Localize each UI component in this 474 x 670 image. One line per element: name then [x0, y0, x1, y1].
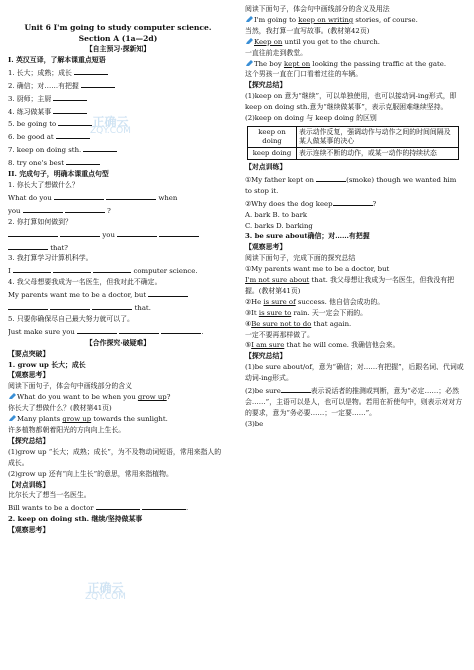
unit-title: Unit 6 I'm going to study computer science.	[24, 23, 212, 32]
part2-heading: II. 完成句子，明确本课重点句型	[8, 170, 109, 179]
answer-blank[interactable]	[142, 501, 186, 510]
sentence-2-blank: you	[8, 228, 228, 241]
answer-blank[interactable]	[74, 66, 108, 75]
comparison-table	[247, 126, 459, 160]
summary-tag: 【探究总结】	[245, 81, 287, 90]
example-sentence: The boy kept on looking the passing traffic at the gate.	[245, 59, 465, 70]
answer-blank[interactable]	[316, 173, 346, 182]
summary-text: (2)grow up 还有“向上生长”的意思，常用来指植物。	[8, 469, 173, 478]
sentence-5-cn: 5. 只要你确保尽自己最大努力就可以了。	[8, 314, 134, 323]
example-translation: 你长大了想做什么？(教材第41页)	[8, 404, 112, 413]
pencil-icon	[8, 392, 17, 400]
example-translation: 一定不要再那样做了。	[245, 330, 314, 339]
sentence-5-blank: Just make sure you .	[8, 325, 228, 338]
summary-text: (1)be sure about/of，意为“确信；对……有把握”，后跟名词、代词或动词-ing形式。	[245, 363, 464, 383]
example-translation: 这个男孩一直在门口看着过往的车辆。	[245, 70, 363, 79]
practice-tag: 【对点训练】	[245, 162, 287, 171]
example-sentence: I'm going to keep on writing stories, of course.	[245, 15, 465, 26]
answer-blank[interactable]	[77, 325, 117, 334]
answer-blank[interactable]	[54, 191, 104, 200]
answer-blank[interactable]	[60, 228, 100, 237]
practice-options: C. barks D. barking	[245, 221, 313, 230]
answer-blank[interactable]	[53, 264, 91, 273]
right-column	[245, 4, 465, 430]
phrase-item: 5. be going to	[8, 117, 228, 130]
section-title: Section A (1a—2d)	[78, 34, 158, 43]
grammar-3-title: 3. be sure about确信；对……有把握	[245, 232, 370, 241]
watermark-logo: 正确云 ZQY.COM	[90, 115, 131, 136]
observe-tag: 【观察思考】	[8, 526, 50, 535]
summary-text: (2)keep on doing 与 keep doing 的区别	[245, 114, 377, 123]
example-sentence: ①My parents want me to be a doctor, but	[245, 265, 390, 274]
sentence-3-cn: 3. 我打算学习计算机科学。	[8, 254, 93, 263]
answer-blank[interactable]	[50, 301, 90, 310]
answer-blank[interactable]	[81, 79, 115, 88]
table-row	[248, 147, 459, 159]
observe-tag: 【观察思考】	[8, 371, 50, 380]
answer-blank[interactable]	[92, 301, 132, 310]
answer-blank[interactable]	[23, 204, 63, 213]
answer-blank[interactable]	[8, 228, 58, 237]
phrase-item: 4. 练习做某事	[8, 105, 228, 118]
answer-blank[interactable]	[8, 301, 48, 310]
table-row	[248, 126, 459, 147]
sentence-4-blank-2: that.	[8, 301, 228, 314]
practice-item: ①My father kept on (smoke) though we wanted him to stop it.	[245, 173, 465, 197]
watermark-logo: 正确云 ZQY.COM	[85, 581, 126, 602]
example-sentence: ③It is sure to rain. 天一定会下雨的。	[245, 308, 367, 317]
key-points-tag: 【要点突破】	[8, 349, 50, 358]
answer-blank[interactable]	[161, 325, 201, 334]
answer-blank[interactable]	[333, 197, 373, 206]
read-instruction: 阅读下面句子，完成下面的探究总结	[245, 254, 356, 263]
phrase-item: 7. keep on doing sth.	[8, 143, 228, 156]
answer-blank[interactable]	[13, 264, 51, 273]
answer-blank[interactable]	[96, 501, 140, 510]
explore-header: 【合作探究·破疑难】	[85, 338, 151, 347]
sentence-1-cn: 1. 你长大了想做什么？	[8, 180, 79, 189]
summary-text: (1)grow up “长大；成熟；成长”，为不及物动词短语，常用来指人的成长。	[8, 447, 222, 467]
answer-blank[interactable]	[281, 384, 311, 393]
practice-options: A. bark B. to bark	[245, 210, 308, 219]
example-translation: 许多植物都朝着阳光的方向向上生长。	[8, 426, 126, 434]
practice-item: ②Why does the dog keep ?	[245, 197, 465, 210]
answer-blank[interactable]	[117, 228, 157, 237]
summary-text: (2)be sure 表示说话者的推测或判断，意为“必定……；必然会……”，主语可以是人，也可以是物。若用在祈使句中，则表示对对方的要求，意为“务必要……；一定要……”。	[245, 384, 465, 419]
example-translation: 一直往前走到教堂。	[245, 48, 308, 57]
practice-blank: Bill wants to be a doctor .	[8, 501, 228, 514]
table-value: 表示动作反复，强调动作与动作之间的时间间隔及某人做某事的决心	[297, 126, 459, 147]
sentence-1-blank: What do you when	[8, 191, 228, 204]
read-instruction: 阅读下面句子，体会句中画线部分的含义及用法	[245, 5, 390, 13]
pencil-icon	[245, 59, 254, 67]
summary-text: (3)be	[245, 419, 264, 428]
sentence-2-blank-2: that?	[8, 241, 228, 254]
example-translation: 当然，我打算一直写故事。(教材第42页)	[245, 26, 370, 35]
observe-tag: 【观察思考】	[245, 243, 287, 252]
practice-cn: 比尔长大了想当一名医生。	[8, 491, 91, 500]
answer-blank[interactable]	[119, 325, 159, 334]
sentence-1-blank-2: you ?	[8, 204, 228, 217]
sentence-3-blank: I computer science.	[8, 264, 228, 277]
answer-blank[interactable]	[53, 105, 87, 114]
phrase-item: 1. 长大；成熟；成长	[8, 66, 228, 79]
phrase-item: 3. 厨师；主厨	[8, 92, 228, 105]
example-sentence: ⑤I am sure that he will come. 我确信他会来。	[245, 341, 400, 350]
answer-blank[interactable]	[53, 92, 87, 101]
phrase-item: 6. be good at	[8, 130, 228, 143]
answer-blank[interactable]	[66, 156, 100, 165]
example-sentence: What do you want to be when you grow up?	[8, 392, 228, 403]
example-sentence: Keep on until you get to the church.	[245, 37, 465, 48]
example-sentence: Many plants grow up towards the sunlight.	[8, 414, 228, 425]
example-sentence: ②He is sure of success. 他自信会成功的。	[245, 297, 385, 306]
pencil-icon	[245, 37, 254, 45]
sentence-2-cn: 2. 你打算如何做到？	[8, 217, 72, 226]
table-value: 表示连续不断的动作，或某一动作的持续状态	[297, 147, 459, 159]
grammar-1-title: 1. grow up 长大；成长	[8, 360, 86, 369]
pencil-icon	[8, 414, 17, 422]
summary-tag: 【探究总结】	[8, 436, 50, 445]
table-key: keep on doing	[248, 126, 297, 147]
practice-tag: 【对点训练】	[8, 480, 50, 489]
answer-blank[interactable]	[8, 241, 48, 250]
summary-tag: 【探究总结】	[245, 352, 287, 361]
read-instruction: 阅读下面句子，体会句中画线部分的含义	[8, 382, 133, 391]
answer-blank[interactable]	[93, 264, 131, 273]
answer-blank[interactable]	[56, 130, 90, 139]
answer-blank[interactable]	[148, 288, 188, 297]
answer-blank[interactable]	[58, 117, 92, 126]
table-key: keep doing	[248, 147, 297, 159]
example-sentence: I'm not sure about that. 我父母想让我成为一名医生，但我没有把握。(教材第41页)	[245, 276, 454, 295]
summary-text: (1)keep on 意为“继续”，可以单独使用，也可以接动词-ing形式，即keep on doing sth.意为“继续做某事”，表示克服困难继续坚持。	[245, 92, 457, 112]
example-sentence: ④Be sure not to do that again.	[245, 319, 352, 328]
phrase-item: 8. try one's best	[8, 156, 228, 169]
preview-header: 【自主预习·探新知】	[85, 45, 151, 53]
sentence-4-cn: 4. 我父母想要我成为一名医生，但我对此不确定。	[8, 278, 162, 287]
sentence-4-blank: My parents want me to be a doctor, but	[8, 288, 228, 301]
answer-blank[interactable]	[106, 191, 156, 200]
pencil-icon	[245, 15, 254, 23]
grammar-2-title: 2. keep on doing sth. 继续/坚持做某事	[8, 515, 143, 524]
answer-blank[interactable]	[159, 228, 199, 237]
phrase-item: 2. 确信；对……有把握	[8, 79, 228, 92]
answer-blank[interactable]	[83, 143, 117, 152]
left-column	[8, 0, 228, 536]
part1-heading: I. 英汉互译，了解本课重点短语	[8, 55, 106, 64]
answer-blank[interactable]	[65, 204, 105, 213]
